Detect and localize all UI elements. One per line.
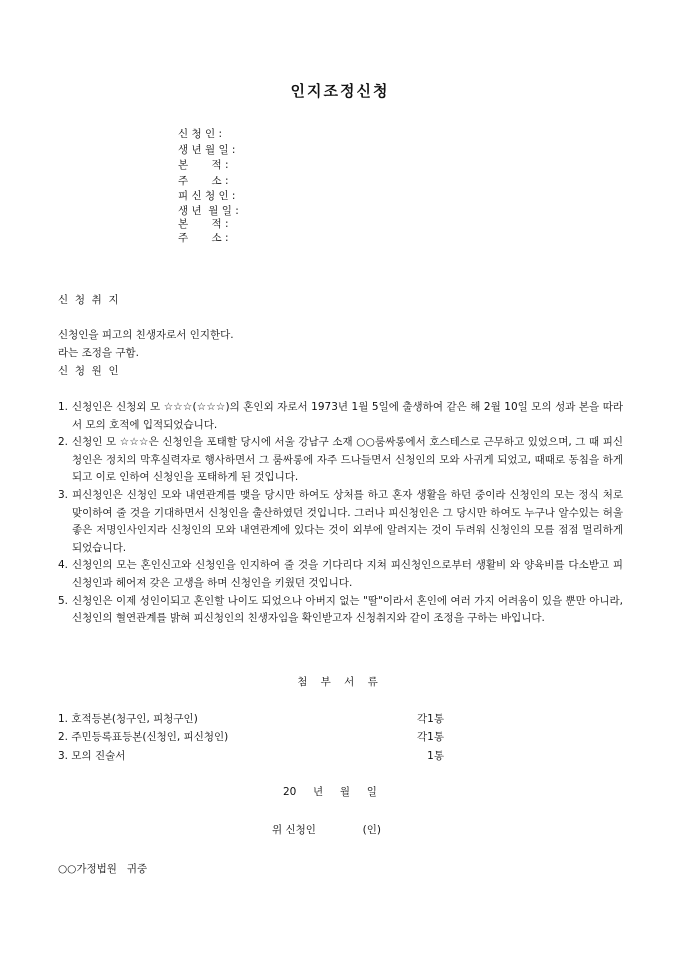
respondent-birthdate-label: 생 년 월 일 : (178, 204, 239, 217)
attachment-row (58, 748, 444, 763)
attachment-quantity: 각1통 (417, 731, 444, 743)
purpose-line-1: 신청인을 피고의 친생자로서 인지한다. (58, 329, 234, 341)
attachment-name: 1. 호적등본(청구인, 피청구인) (58, 713, 198, 725)
applicant-domicile-label: 본 적 : (178, 159, 229, 171)
document-title: 인지조정신청 (290, 82, 390, 100)
reason-number: 1. (58, 401, 69, 413)
attachment-name: 3. 모의 진술서 (58, 750, 126, 762)
reasons-list (58, 399, 623, 628)
reason-number: 4. (58, 559, 69, 572)
attachments-heading: 첨 부 서 류 (297, 676, 383, 688)
applicant-name-label: 신 청 인 : (178, 128, 222, 140)
signature-line: 위 신청인 (인) (272, 824, 381, 836)
applicant-address-label: 주 소 : (178, 174, 229, 187)
reason-item (58, 399, 623, 434)
reason-number: 3. (58, 488, 69, 501)
attachment-row (58, 711, 444, 726)
reason-text: 신청인은 신청외 모 ☆☆☆(☆☆☆)의 혼인외 자로서 1973년 1월 5일에 출생하여 같은 해 2월 10일 모의 성과 본을 따라서 모의 호적에 입적되었습니다. (72, 401, 623, 431)
reason-item (58, 434, 623, 487)
date-line: 20 년 월 일 (283, 786, 377, 798)
attachment-quantity: 각1통 (417, 713, 444, 725)
court-addressee: ○○가정법원 귀중 (58, 863, 148, 875)
cause-heading: 신 청 원 인 (58, 365, 119, 377)
respondent-domicile-label: 본 적 : (178, 217, 229, 230)
party-info-block (178, 127, 378, 245)
purpose-heading: 신 청 취 지 (58, 294, 119, 306)
attachment-name: 2. 주민등록표등본(신청인, 피신청인) (58, 731, 229, 743)
reason-text: 피신청인은 신청인 모와 내연관계를 맺을 당시만 하여도 상처를 하고 혼자 생활을 하던 중이라 신청인의 모는 정식 처로 맞이하여 줄 것을 기대하면서 신청인을 출산하였던 것입니다. 그러나 피신청인은 그 당시만 하여도 누구나 알수있는 허울 좋은 저명인사인지라 신청인의 모와 내연관계에 있다는 것이 외부에 알려지는 것이 두려워 신청인의 모를 점점 멀리하게 되었습니다. (72, 488, 623, 554)
respondent-address-label: 주 소 : (178, 231, 229, 244)
reason-number: 5. (58, 594, 69, 607)
respondent-name-label: 피 신 청 인 : (178, 190, 236, 202)
reason-item (58, 593, 623, 628)
attachment-row (58, 729, 444, 744)
attachment-quantity: 1통 (427, 750, 444, 762)
reason-number: 2. (58, 436, 69, 449)
reason-text: 신청인은 이제 성인이되고 혼인할 나이도 되었으나 아버지 없는 "딸"이라서 혼인에 여러 가지 어려움이 있을 뿐만 아니라, 신청인의 혈연관계를 밝혀 피신청인의 친생자임을 확인받고자 신청취지와 같이 조정을 구하는 바입니다. (72, 594, 623, 625)
applicant-birthdate-label: 생 년 월 일 : (178, 143, 236, 156)
reason-text: 신청인 모 ☆☆☆은 신청인을 포태할 당시에 서울 강남구 소재 ○○룸싸롱에서 호스테스로 근무하고 있었으며, 그 때 피신청인은 정치의 막후실력자로 행사하면서 그 룸싸롱에 자주 드나들면서 신청인의 모와 사귀게 되었고, 때때로 동침을 하게 되고 이로 인하여 신청인을 포태하게 된 것입니다. (72, 436, 623, 484)
reason-item (58, 487, 623, 557)
reason-item (58, 557, 623, 592)
reason-text: 신청인의 모는 혼인신고와 신청인을 인지하여 줄 것을 기다리다 지쳐 피신청인으로부터 생활비 와 양육비를 다소받고 피신청인과 헤어져 갖은 고생을 하며 신청인을 키웠던 것입니다. (72, 559, 623, 589)
purpose-line-2: 라는 조정을 구함. (58, 347, 140, 359)
